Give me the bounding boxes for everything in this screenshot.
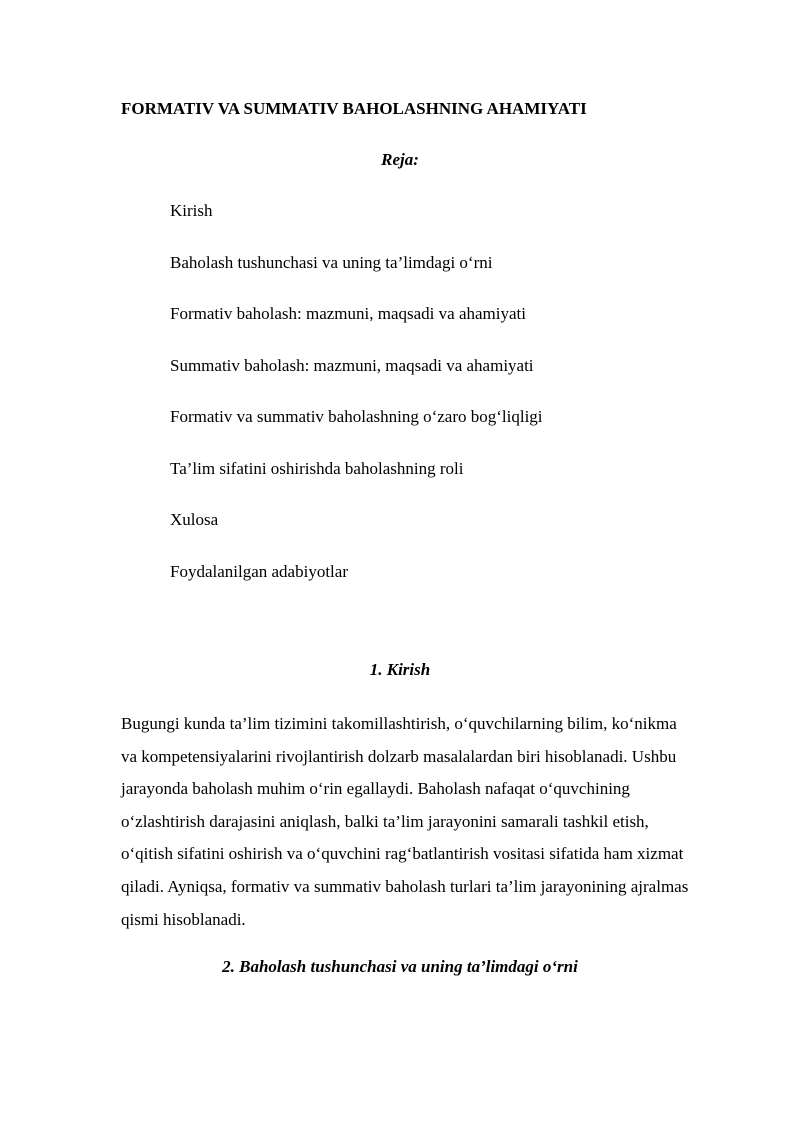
plan-item: Baholash tushunchasi va uning ta’limdagi o‘rni: [170, 252, 493, 272]
section-heading-baholash: 2. Baholash tushunchasi va uning ta’limdagi o‘rni: [222, 957, 578, 976]
plan-heading: Reja:: [381, 150, 419, 169]
plan-list: [170, 199, 543, 611]
document-title: FORMATIV VA SUMMATIV BAHOLASHNING AHAMIYATI: [121, 99, 587, 118]
section-paragraph: Bugungi kunda ta’lim tizimini takomillashtirish, o‘quvchilarning bilim, ko‘nikma va kompetensiyalarini rivojlantirish dolzarb masalalardan biri hisoblanadi. Ushbu jarayonda baholash muhim o‘rin egallaydi. Baholash nafaqat o‘quvchining o‘zlashtirish darajasini aniqlash, balki ta’lim jarayonini samarali tashkil etish, o‘qitish sifatini oshirish va o‘quvchini rag‘batlantirish vositasi sifatida ham xizmat qiladi. Ayniqsa, formativ va summativ baholash turlari ta’lim jarayonining ajralmas qismi hisoblanadi.: [121, 714, 689, 929]
plan-item: Formativ baholash: mazmuni, maqsadi va ahamiyati: [170, 304, 526, 323]
plan-item: Summativ baholash: mazmuni, maqsadi va ahamiyati: [170, 355, 534, 375]
plan-item: Formativ va summativ baholashning o‘zaro bog‘liqligi: [170, 407, 543, 426]
section-heading-kirish: 1. Kirish: [369, 660, 431, 679]
plan-item: Foydalanilgan adabiyotlar: [170, 561, 348, 581]
plan-item: Kirish: [170, 201, 213, 220]
plan-item: Ta’lim sifatini oshirishda baholashning roli: [170, 458, 464, 478]
plan-item: Xulosa: [170, 510, 219, 529]
